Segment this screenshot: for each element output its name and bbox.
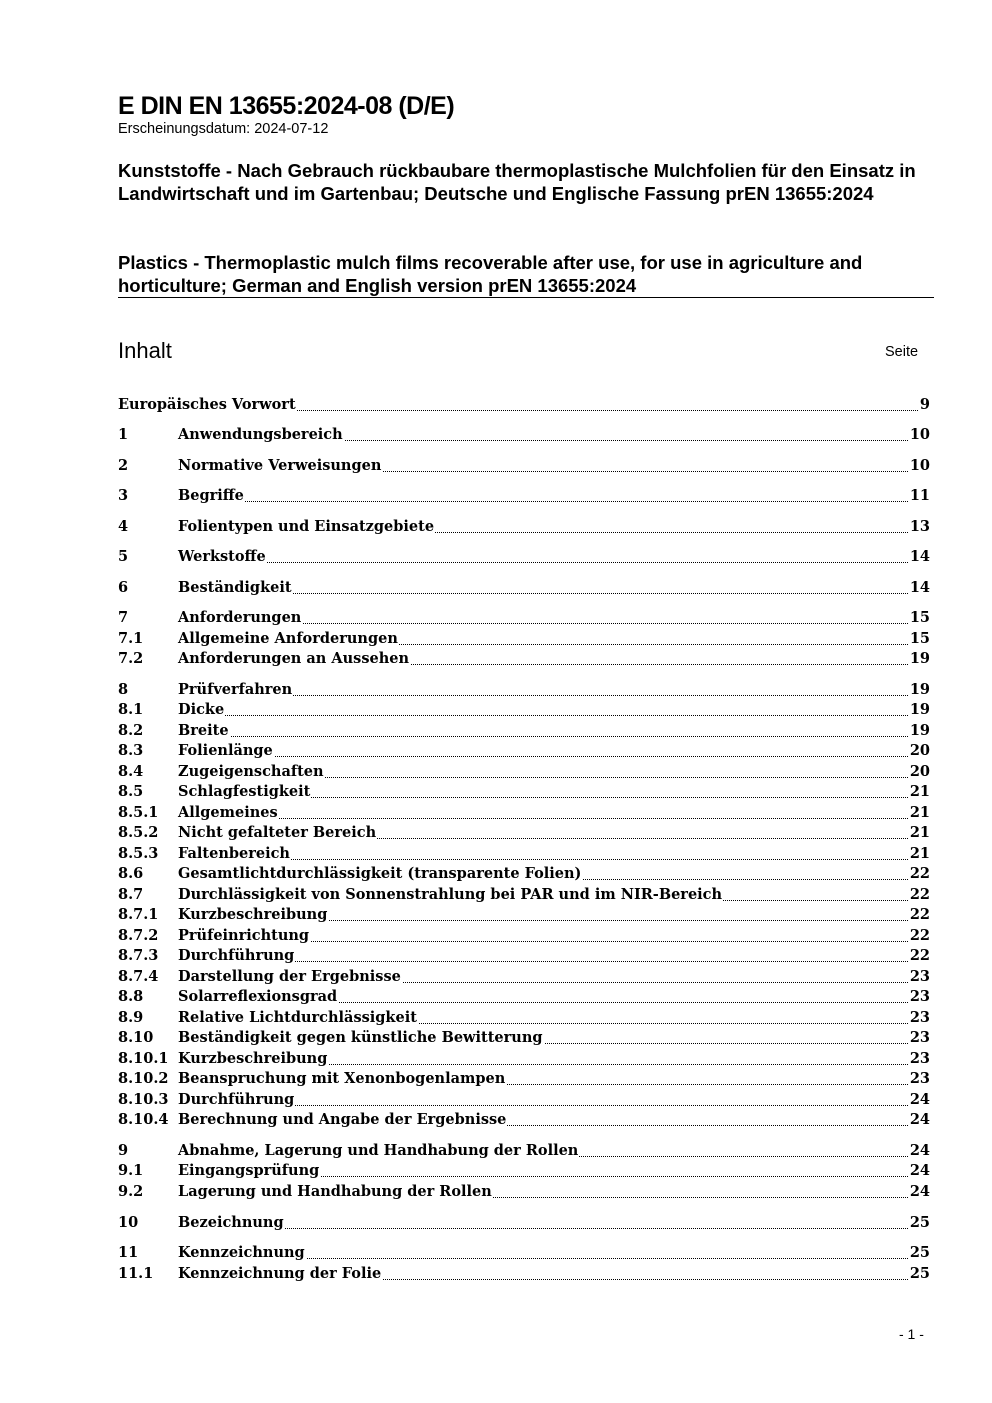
toc-title: Folienlänge — [178, 742, 273, 759]
toc-number: 7.1 — [118, 630, 144, 647]
toc-number: 6 — [118, 579, 129, 596]
toc-entry[interactable] — [118, 517, 930, 537]
dot-leader — [178, 818, 908, 819]
toc-entry[interactable] — [118, 926, 930, 946]
dot-leader — [178, 756, 908, 757]
toc-page-number: 23 — [909, 988, 930, 1005]
toc-page-number: 24 — [909, 1162, 930, 1179]
toc-page-number: 21 — [909, 804, 930, 821]
toc-title: Kurzbeschreibung — [178, 1050, 328, 1067]
toc-entry[interactable] — [118, 456, 930, 476]
toc-number: 8.2 — [118, 722, 144, 739]
toc-number: 8.10.3 — [118, 1091, 169, 1108]
toc-title: Anforderungen an Aussehen — [178, 650, 410, 667]
toc-page-number: 9 — [919, 396, 930, 413]
toc-entry[interactable] — [118, 762, 930, 782]
toc-title: Prüfverfahren — [178, 681, 293, 698]
toc-number: 7 — [118, 609, 129, 626]
document-id: E DIN EN 13655:2024-08 (D/E) — [118, 92, 455, 120]
toc-title: Anwendungsbereich — [178, 426, 343, 443]
toc-entry[interactable] — [118, 700, 930, 720]
toc-number: 8.5.1 — [118, 804, 159, 821]
toc-entry[interactable] — [118, 844, 930, 864]
toc-title: Relative Lichtdurchlässigkeit — [178, 1009, 417, 1026]
toc-title: Beanspruchung mit Xenonbogenlampen — [178, 1070, 506, 1087]
toc-entry[interactable] — [118, 1110, 930, 1130]
toc-page-number: 25 — [909, 1214, 930, 1231]
toc-page-number: 22 — [909, 906, 930, 923]
toc-entry[interactable] — [118, 1213, 930, 1233]
toc-title: Berechnung und Angabe der Ergebnisse — [178, 1111, 507, 1128]
toc-title: Schlagfestigkeit — [178, 783, 311, 800]
toc-number: 5 — [118, 548, 129, 565]
toc-title: Abnahme, Lagerung und Handhabung der Rollen — [178, 1142, 579, 1159]
toc-number: 8 — [118, 681, 129, 698]
toc-entry[interactable] — [118, 721, 930, 741]
toc-entry[interactable] — [118, 649, 930, 669]
toc-number: 8.8 — [118, 988, 144, 1005]
toc-title: Gesamtlichtdurchlässigkeit (transparente Folien) — [178, 865, 582, 882]
toc-title: Durchführung — [178, 947, 295, 964]
toc-title: Breite — [178, 722, 229, 739]
toc-entry[interactable] — [118, 1243, 930, 1263]
toc-entry[interactable] — [118, 1264, 930, 1284]
toc-page-number: 20 — [909, 763, 930, 780]
toc-entry[interactable] — [118, 1090, 930, 1110]
toc-entry[interactable] — [118, 946, 930, 966]
toc-entry[interactable] — [118, 547, 930, 567]
toc-page-number: 24 — [909, 1183, 930, 1200]
toc-entry[interactable] — [118, 486, 930, 506]
title-divider — [118, 297, 934, 298]
toc-title: Kennzeichnung der Folie — [178, 1265, 382, 1282]
toc-page-number: 10 — [909, 457, 930, 474]
toc-page-number: 22 — [909, 865, 930, 882]
toc-entry[interactable] — [118, 680, 930, 700]
toc-title: Solarreflexionsgrad — [178, 988, 338, 1005]
toc-entry[interactable] — [118, 1028, 930, 1048]
toc-number: 8.10.2 — [118, 1070, 169, 1087]
toc-title: Durchlässigkeit von Sonnenstrahlung bei PAR und im NIR-Bereich — [178, 886, 723, 903]
toc-page-number: 21 — [909, 783, 930, 800]
toc-entry[interactable] — [118, 395, 930, 415]
toc-entry[interactable] — [118, 1161, 930, 1181]
dot-leader — [178, 715, 908, 716]
toc-number: 9 — [118, 1142, 129, 1159]
toc-number: 8.5.2 — [118, 824, 159, 841]
toc-number: 9.1 — [118, 1162, 144, 1179]
toc-page-number: 23 — [909, 1070, 930, 1087]
toc-title: Bezeichnung — [178, 1214, 284, 1231]
toc-page-number: 11 — [909, 487, 930, 504]
title-german: Kunststoffe - Nach Gebrauch rückbaubare thermoplastische Mulchfolien für den Einsatz in Landwirtschaft und im Gartenbau; Deutsche und Englische Fassung prEN 13655:2024 — [118, 160, 916, 204]
toc-number: 8.5 — [118, 783, 144, 800]
toc-number: 8.7.2 — [118, 927, 159, 944]
toc-number: 10 — [118, 1214, 139, 1231]
toc-title: Anforderungen — [178, 609, 302, 626]
toc-number: 8.1 — [118, 701, 144, 718]
dot-leader — [178, 736, 908, 737]
toc-entry[interactable] — [118, 1069, 930, 1089]
toc-entry[interactable] — [118, 987, 930, 1007]
toc-entry[interactable] — [118, 803, 930, 823]
toc-entry[interactable] — [118, 967, 930, 987]
toc-entry[interactable] — [118, 608, 930, 628]
toc-page-number: 15 — [909, 630, 930, 647]
toc-page-number: 24 — [909, 1111, 930, 1128]
title-english: Plastics - Thermoplastic mulch films recoverable after use, for use in agriculture and horticulture; German and English version prEN 13655:2024 — [118, 252, 863, 296]
toc-number: 7.2 — [118, 650, 144, 667]
toc-number: 8.10.1 — [118, 1050, 169, 1067]
toc-page-number: 19 — [909, 681, 930, 698]
release-date: Erscheinungsdatum: 2024-07-12 — [118, 121, 329, 137]
toc-title: Kurzbeschreibung — [178, 906, 328, 923]
toc-title: Kennzeichnung — [178, 1244, 305, 1261]
toc-title: Werkstoffe — [178, 548, 266, 565]
toc-number: 8.10.4 — [118, 1111, 169, 1128]
toc-page-number: 20 — [909, 742, 930, 759]
toc-title: Darstellung der Ergebnisse — [178, 968, 401, 985]
toc-entry[interactable] — [118, 1141, 930, 1161]
page-number: - 1 - — [899, 1326, 924, 1342]
toc-entry[interactable] — [118, 823, 930, 843]
toc-page-number: 22 — [909, 886, 930, 903]
toc-entry[interactable] — [118, 741, 930, 761]
toc-page-number: 14 — [909, 548, 930, 565]
toc-number: 8.4 — [118, 763, 144, 780]
toc-title: Normative Verweisungen — [178, 457, 382, 474]
toc-page-number: 23 — [909, 1029, 930, 1046]
toc-page-number: 19 — [909, 650, 930, 667]
toc-title: Beständigkeit — [178, 579, 292, 596]
toc-entry[interactable] — [118, 782, 930, 802]
toc-number: 8.7.4 — [118, 968, 159, 985]
toc-number: 1 — [118, 426, 129, 443]
toc-title: Beständigkeit gegen künstliche Bewitterung — [178, 1029, 543, 1046]
page-column-label: Seite — [885, 344, 919, 360]
toc-title: Lagerung und Handhabung der Rollen — [178, 1183, 492, 1200]
toc-page-number: 24 — [909, 1142, 930, 1159]
toc-page-number: 21 — [909, 845, 930, 862]
toc-entry[interactable] — [118, 629, 930, 649]
toc-number: 8.6 — [118, 865, 144, 882]
toc-entry[interactable] — [118, 864, 930, 884]
toc-title: Allgemeine Anforderungen — [178, 630, 398, 647]
toc-entry[interactable] — [118, 885, 930, 905]
toc-page-number: 23 — [909, 968, 930, 985]
toc-title: Zugeigenschaften — [178, 763, 324, 780]
toc-page-number: 19 — [909, 701, 930, 718]
toc-number: 8.3 — [118, 742, 144, 759]
toc-page-number: 22 — [909, 947, 930, 964]
toc-number: 11 — [118, 1244, 139, 1261]
toc-number: 4 — [118, 518, 129, 535]
toc-number: 8.7.1 — [118, 906, 159, 923]
toc-number: 8.7.3 — [118, 947, 159, 964]
toc-title: Allgemeines — [178, 804, 278, 821]
toc-title: Dicke — [178, 701, 225, 718]
toc-number: 11.1 — [118, 1265, 154, 1282]
toc-page-number: 15 — [909, 609, 930, 626]
toc-entry[interactable] — [118, 1182, 930, 1202]
toc-title: Prüfeinrichtung — [178, 927, 310, 944]
toc-entry[interactable] — [118, 425, 930, 445]
toc-title: Folientypen und Einsatzgebiete — [178, 518, 435, 535]
dot-leader — [178, 1228, 908, 1229]
toc-page-number: 23 — [909, 1009, 930, 1026]
toc-number: 9.2 — [118, 1183, 144, 1200]
toc-entry[interactable] — [118, 905, 930, 925]
dot-leader — [178, 562, 908, 563]
toc-number: 8.5.3 — [118, 845, 159, 862]
toc-title: Nicht gefalteter Bereich — [178, 824, 377, 841]
toc-entry[interactable] — [118, 1049, 930, 1069]
toc-number: 8.9 — [118, 1009, 144, 1026]
toc-page-number: 23 — [909, 1050, 930, 1067]
toc-page-number: 24 — [909, 1091, 930, 1108]
dot-leader — [178, 501, 908, 502]
toc-title: Begriffe — [178, 487, 244, 504]
toc-number: 8.7 — [118, 886, 144, 903]
toc-page-number: 21 — [909, 824, 930, 841]
toc-number: 3 — [118, 487, 129, 504]
toc-page-number: 22 — [909, 927, 930, 944]
toc-title: Europäisches Vorwort — [118, 396, 296, 413]
toc-page-number: 19 — [909, 722, 930, 739]
toc-page-number: 13 — [909, 518, 930, 535]
toc-page-number: 25 — [909, 1244, 930, 1261]
toc-number: 8.10 — [118, 1029, 154, 1046]
toc-page-number: 14 — [909, 579, 930, 596]
toc-entry[interactable] — [118, 578, 930, 598]
toc-number: 2 — [118, 457, 129, 474]
toc-title: Eingangsprüfung — [178, 1162, 320, 1179]
toc-page-number: 10 — [909, 426, 930, 443]
toc-entry[interactable] — [118, 1008, 930, 1028]
toc-title: Faltenbereich — [178, 845, 290, 862]
contents-heading: Inhalt — [118, 338, 172, 363]
toc-page-number: 25 — [909, 1265, 930, 1282]
toc-title: Durchführung — [178, 1091, 295, 1108]
